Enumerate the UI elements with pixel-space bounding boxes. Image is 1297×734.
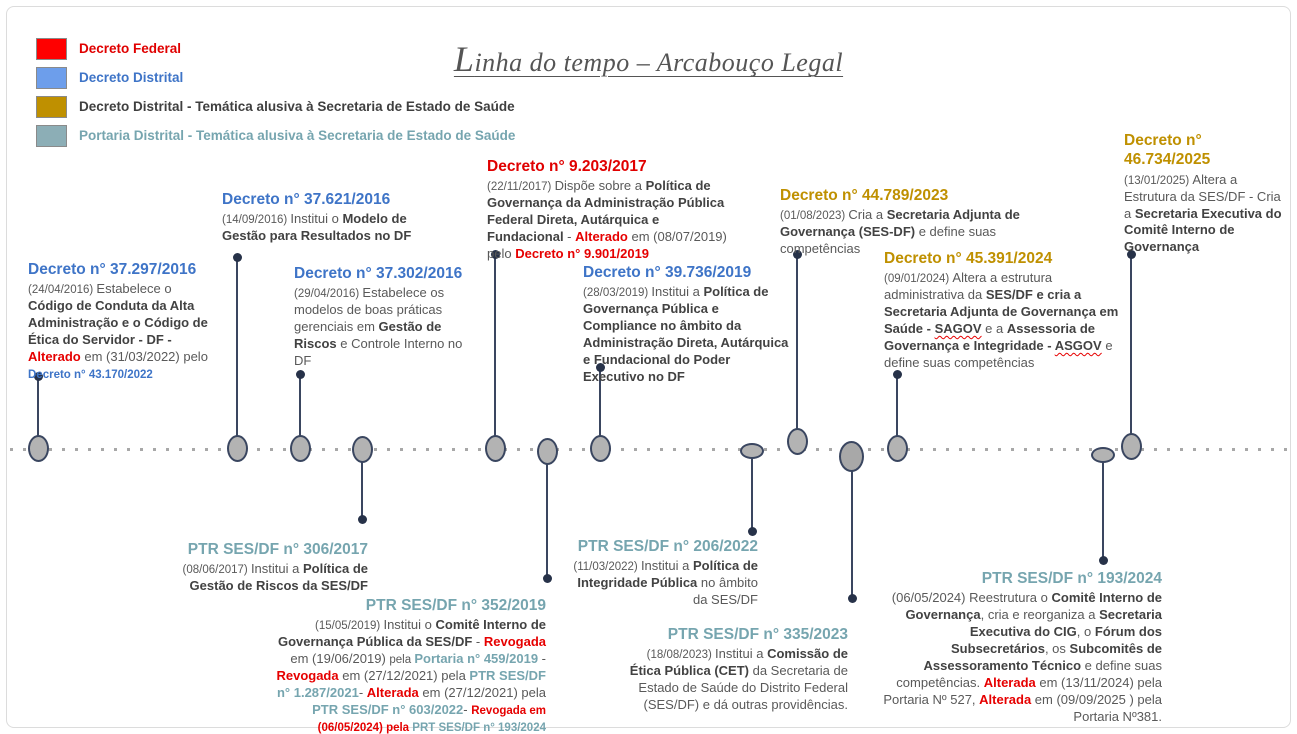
timeline-node (290, 435, 311, 462)
timeline-stem (1130, 254, 1132, 449)
timeline-node (787, 428, 808, 455)
event-title: Decreto n° 39.736/2019 (583, 264, 752, 281)
event-title: PTR SES/DF n° 306/2017 (187, 541, 368, 558)
event-description: (06/05/2024) Reestrutura o Comitê Interno de Governança, cria e reorganiza a Secretaria Executiva do CIG, o Fórum dos Subsecretários, os Subcomitês de Assessoramento Técnico e define suas competências. Alterada em (13/11/2024) pela Portaria Nº 527, Alterada em (09/09/2025 ) pela Portaria Nº381. (883, 590, 1162, 724)
timeline-node (887, 435, 908, 462)
legend (36, 38, 515, 146)
event-title: PTR SES/DF n° 352/2019 (365, 597, 546, 614)
event-decreto-39736-2019 (583, 263, 789, 386)
event-title: Decreto n° 46.734/2025 (1124, 132, 1211, 169)
legend-label: Decreto Federal (79, 41, 182, 56)
event-title: PTR SES/DF n° 335/2023 (667, 626, 848, 643)
timeline-node (227, 435, 248, 462)
event-ptr-335-2023 (615, 625, 848, 714)
event-title: Decreto n° 37.621/2016 (222, 191, 391, 208)
event-decreto-45391-2024 (884, 249, 1129, 372)
event-decreto-9203-2017 (487, 157, 727, 263)
timeline-node (590, 435, 611, 462)
event-decreto-37621-2016 (222, 190, 418, 245)
event-ptr-193-2024 (872, 569, 1162, 726)
event-ptr-352-2019 (268, 596, 546, 734)
page-title-text: Linha do tempo – Arcabouço Legal (453, 39, 844, 79)
timeline-node (352, 436, 373, 463)
legend-item-decreto-distrital-saude (36, 96, 515, 117)
event-title: PTR SES/DF n° 206/2022 (577, 538, 758, 555)
event-decreto-46734-2025 (1124, 131, 1290, 256)
legend-label: Decreto Distrital (79, 70, 184, 85)
timeline-stem (236, 257, 238, 449)
event-decreto-37302-2016 (294, 264, 466, 370)
event-description: (29/04/2016) Estabelece os modelos de boas práticas gerenciais em Gestão de Riscos e Controle Interno no DF (294, 285, 463, 368)
legend-swatch-teal (36, 125, 67, 147)
legend-label: Portaria Distrital - Temática alusiva à Secretaria de Estado de Saúde (79, 128, 516, 143)
timeline-tip-dot (358, 515, 367, 524)
event-description: (01/08/2023) Cria a Secretaria Adjunta de Governança (SES-DF) e define suas competências (780, 207, 1020, 257)
timeline-tip-dot (543, 574, 552, 583)
event-ptr-206-2022 (570, 537, 758, 609)
legend-item-decreto-federal (36, 38, 515, 59)
timeline-tip-dot (1099, 556, 1108, 565)
event-description: (28/03/2019) Institui a Política de Governança Pública e Compliance no âmbito da Administração Direta, Autárquica e Fundacional do Poder Executivo no DF (583, 284, 789, 384)
event-description: (18/08/2023) Institui a Comissão de Ética Pública (CET) da Secretaria de Estado de Saúde do Distrito Federal (SES/DF) e dá outras providências. (629, 646, 848, 713)
timeline-node (537, 438, 558, 465)
timeline-stem (1102, 456, 1104, 560)
event-ptr-306-2017 (135, 540, 368, 595)
timeline-tip-dot (296, 370, 305, 379)
legend-label: Decreto Distrital - Temática alusiva à Secretaria de Estado de Saúde (79, 99, 515, 114)
event-description: (09/01/2024) Altera a estrutura administrativa da SES/DF e cria a Secretaria Adjunta de Governança em Saúde - SAGOV e a Assessoria de Governança e Integridade - ASGOV e define suas competências (884, 270, 1119, 370)
timeline-node (1121, 433, 1142, 460)
legend-item-decreto-distrital (36, 67, 515, 88)
event-description: (24/04/2016) Estabelece o Código de Conduta da Alta Administração e o Código de Ética do Servidor - DF - Alterado em (31/03/2022) pelo Decreto n° 43.170/2022 (28, 281, 208, 381)
event-title: Decreto n° 44.789/2023 (780, 187, 949, 204)
event-description: (13/01/2025) Altera a Estrutura da SES/DF - Cria a Secretaria Executiva do Comitê Interno de Governança (1124, 171, 1282, 255)
event-description: (11/03/2022) Institui a Política de Integridade Pública no âmbito da SES/DF (573, 558, 758, 608)
event-decreto-44789-2023 (780, 186, 1075, 258)
timeline-stem (546, 449, 548, 578)
timeline-stem (851, 460, 853, 598)
event-description: (22/11/2017) Dispõe sobre a Política de Governança da Administração Pública Federal Direta, Autárquica e Fundacional - Alterado em (08/07/2019) pelo Decreto n° 9.901/2019 (487, 178, 727, 261)
timeline-tip-dot (233, 253, 242, 262)
event-title: Decreto n° 9.203/2017 (487, 158, 647, 175)
event-decreto-37297-2016 (28, 260, 218, 383)
timeline-node (740, 443, 764, 459)
timeline-node (1091, 447, 1115, 463)
event-title: Decreto n° 37.297/2016 (28, 261, 197, 278)
legend-item-portaria-distrital-saude (36, 125, 515, 146)
timeline-tip-dot (748, 527, 757, 536)
event-title: Decreto n° 45.391/2024 (884, 250, 1053, 267)
timeline-tip-dot (848, 594, 857, 603)
event-description: (08/06/2017) Institui a Política de Gestão de Riscos da SES/DF (182, 561, 368, 594)
timeline-node (839, 441, 864, 472)
event-title: PTR SES/DF n° 193/2024 (981, 570, 1162, 587)
event-description: (15/05/2019) Institui o Comitê Interno de Governança Pública da SES/DF - Revogada em (19/06/2019) pela Portaria n° 459/2019 - Revogada em (27/12/2021) pela PTR SES/DF n° 1.287/2021- Alterada em (27/12/2021) pela PTR SES/DF n° 603/2022- Revogada em (06/05/2024) pela PRT SES/DF n° 193/2024 (276, 617, 546, 734)
timeline-stem (751, 452, 753, 531)
timeline-stem (494, 254, 496, 449)
legend-swatch-gold (36, 96, 67, 118)
event-description: (14/09/2016) Institui o Modelo de Gestão para Resultados no DF (222, 211, 412, 244)
legend-swatch-blue (36, 67, 67, 89)
event-title: Decreto n° 37.302/2016 (294, 265, 463, 282)
legend-swatch-red (36, 38, 67, 60)
timeline-node (485, 435, 506, 462)
timeline-stem (796, 254, 798, 440)
timeline-node (28, 435, 49, 462)
